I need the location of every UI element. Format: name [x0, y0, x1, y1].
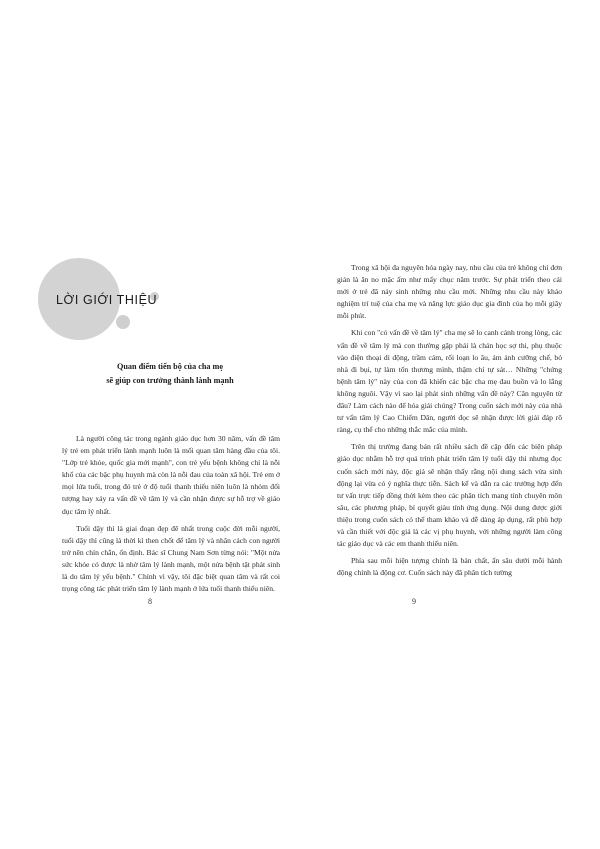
page-number: 8 [148, 597, 152, 606]
chapter-title: LỜI GIỚI THIỆU [56, 293, 158, 307]
subtitle-line-2: sẽ giúp con trưởng thành lành mạnh [106, 376, 234, 385]
paragraph: Trên thị trường đang bán rất nhiều sách đề cập đến các biện pháp giáo dục nhằm hỗ trợ quá trình phát triển tâm lý tuổi dậy thì nhưng đọc cuốn sách mới này, độc giả sẽ nhận thấy rằng nội dung sách vừa sinh động lại vừa có ý nghĩa thực tiễn. Sách kể và dẫn ra các trường hợp đến tư vấn trực tiếp đồng thời kèm theo các phân tích mang tính chuyên môn sâu, các phương pháp, bí quyết giàu tính ứng dụng. Nội dung được giới thiệu trong cuốn sách có thể tham khảo và dễ dàng áp dụng, rất phù hợp và cần thiết với độc giả là các vị phụ huynh, với những người làm công tác giáo dục và các em thanh thiếu niên. [337, 442, 562, 549]
right-page [300, 0, 600, 849]
paragraph: Khi con "có vấn đề về tâm lý" cha mẹ sẽ lo canh cánh trong lòng, các vấn đề về tâm lý mà con thường gặp phải là chán học sợ thi, phụ thuộc vào điện thoại di động, trầm cảm, rối loạn lo âu, ám ảnh cưỡng chế, bỏ nhà đi bụi, tự làm tổn thương mình, thậm chí tự sát… Những "chứng bệnh tâm lý" này của con đã khiến các bậc cha mẹ đau buồn và lo lắng không nguôi. Vậy vì sao lại phát sinh những vấn đề này? Căn nguyên từ đâu? Làm cách nào để hóa giải chúng? Trong cuốn sách mới này của nhà tư vấn tâm lý Cao Chiếm Dân, người đọc sẽ nhận được lời giải đáp rõ ràng, cụ thể cho những thắc mắc của mình. [337, 328, 562, 435]
paragraph: Trong xã hội đa nguyên hóa ngày nay, nhu cầu của trẻ không chỉ đơn giản là ăn no mặc ấm như mấy chục năm trước. Sự phát triển theo cái mới ở trẻ đã nảy sinh những nhu cầu mới. Những nhu cầu này khảo nghiệm trí tuệ của cha mẹ và năng lực giáo dục gia đình của họ mỗi giây mỗi phút. [337, 263, 562, 321]
paragraph: Tuổi dậy thì là giai đoạn đẹp đẽ nhất trong cuộc đời mỗi người, tuổi dậy thì cũng là thời kì then chốt để tâm lý và nhân cách con người trở nên chín chắn, ổn định. Bác sĩ Chung Nam Sơn từng nói: "Một nửa sức khỏe có được là nhờ tâm lý lành mạnh, một nửa bệnh tật phát sinh là do tâm lý yếu bệnh." Chính vì vậy, tôi đặc biệt quan tâm và rất coi trọng công tác phát triển tâm lý lành mạnh ở lứa tuổi thanh thiếu niên. [62, 523, 280, 594]
right-body-text [337, 262, 562, 584]
page-number: 9 [412, 597, 416, 606]
chapter-subtitle [60, 360, 280, 388]
left-body-text [62, 433, 280, 600]
paragraph: Phía sau mỗi hiện tượng chính là bản chất, ẩn sâu dưới mỗi hành động chính là động cơ. Cuốn sách này đã phân tích tường [337, 556, 562, 578]
paragraph: Là người công tác trong ngành giáo dục hơn 30 năm, vấn đề tâm lý trẻ em phát triển lành mạnh luôn là mối quan tâm hàng đầu của tôi. "Lớp trẻ khỏe, quốc gia mới mạnh", con trẻ yếu bệnh không chỉ là nỗi khổ của các bậc phụ huynh mà còn là nỗi đau của toàn xã hội. Trẻ em ở mọi lứa tuổi, trong đó trẻ ở độ tuổi thanh thiếu niên luôn là nhóm đối tượng hay xảy ra vấn đề về tâm lý và cần nhận được sự hỗ trợ về giáo dục tâm lý nhất. [62, 434, 280, 516]
subtitle-line-1: Quan điểm tiến bộ của cha mẹ [117, 362, 223, 371]
decorative-medium-circle [116, 315, 130, 329]
